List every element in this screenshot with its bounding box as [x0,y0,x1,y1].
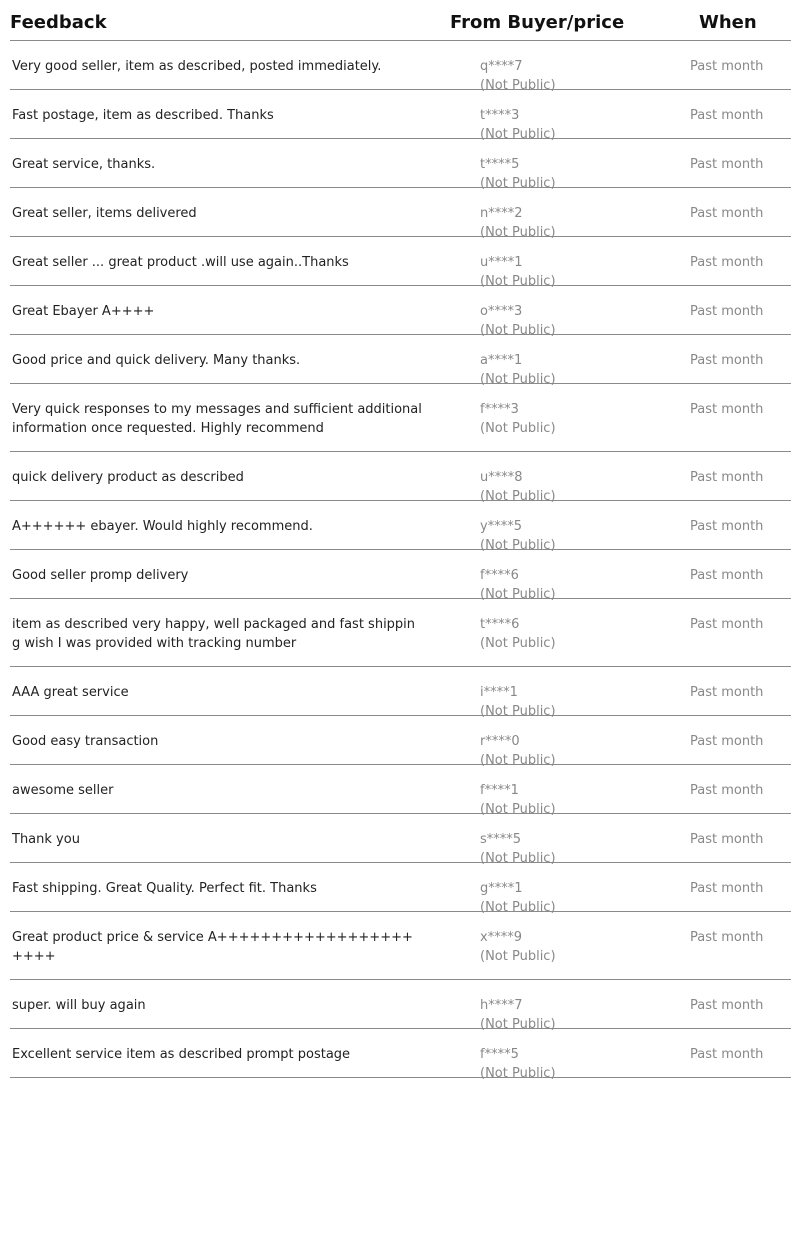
buyer-id: n****2 [480,206,523,221]
feedback-when: Past month [690,783,764,798]
feedback-text: Great service, thanks. [12,157,156,172]
feedback-when: Past month [690,617,764,632]
table-row [10,41,791,93]
feedback-text: Excellent service item as described prompt postage [12,1047,351,1062]
feedback-text: item as described very happy, well packaged and fast shipping wish I was provided with tracking number [12,617,416,651]
table-header [10,0,791,41]
feedback-text: Great product price & service A++++++++++++++++++++++ [12,930,413,964]
feedback-when: Past month [690,685,764,700]
table-row [10,90,791,142]
table-row [10,384,791,452]
feedback-text: A++++++ ebayer. Would highly recommend. [12,519,313,534]
table-row [10,765,791,817]
price-not-public: (Not Public) [480,851,556,866]
buyer-id: f****5 [480,1047,519,1062]
price-not-public: (Not Public) [480,587,556,602]
price-not-public: (Not Public) [480,127,556,142]
table-row [10,912,791,980]
feedback-when: Past month [690,881,764,896]
price-not-public: (Not Public) [480,372,556,387]
feedback-text: awesome seller [12,783,114,798]
table-row [10,550,791,602]
price-not-public: (Not Public) [480,421,556,436]
price-not-public: (Not Public) [480,538,556,553]
feedback-when: Past month [690,59,764,74]
table-row [10,335,791,387]
feedback-text: Fast shipping. Great Quality. Perfect fit. Thanks [12,881,317,896]
table-row [10,1029,791,1081]
feedback-text: Good easy transaction [12,734,159,749]
table-row [10,716,791,768]
feedback-when: Past month [690,1047,764,1062]
buyer-id: f****1 [480,783,519,798]
table-row [10,863,791,915]
feedback-text: super. will buy again [12,998,146,1013]
price-not-public: (Not Public) [480,1066,556,1081]
price-not-public: (Not Public) [480,1017,556,1032]
when-column-header: When [699,12,757,33]
table-row [10,980,791,1032]
price-not-public: (Not Public) [480,704,556,719]
buyer-id: q****7 [480,59,523,74]
feedback-when: Past month [690,930,764,945]
feedback-text: Very quick responses to my messages and sufficient additional information once requested. Highly recommend [12,402,422,436]
price-not-public: (Not Public) [480,176,556,191]
price-not-public: (Not Public) [480,323,556,338]
feedback-text: Very good seller, item as described, posted immediately. [12,59,382,74]
feedback-text: Great seller, items delivered [12,206,197,221]
price-not-public: (Not Public) [480,636,556,651]
feedback-text: Fast postage, item as described. Thanks [12,108,274,123]
feedback-when: Past month [690,353,764,368]
feedback-when: Past month [690,568,764,583]
feedback-text: Thank you [12,832,80,847]
feedback-text: AAA great service [12,685,129,700]
buyer-id: y****5 [480,519,522,534]
price-not-public: (Not Public) [480,802,556,817]
table-row [10,501,791,553]
table-row [10,286,791,338]
feedback-text: quick delivery product as described [12,470,244,485]
table-row [10,599,791,667]
price-not-public: (Not Public) [480,274,556,289]
table-row [10,139,791,191]
feedback-when: Past month [690,255,764,270]
feedback-when: Past month [690,206,764,221]
feedback-text: Great seller ... great product .will use again..Thanks [12,255,349,270]
buyer-id: i****1 [480,685,518,700]
feedback-when: Past month [690,832,764,847]
feedback-when: Past month [690,734,764,749]
feedback-text: Good seller promp delivery [12,568,189,583]
feedback-when: Past month [690,519,764,534]
buyer-id: a****1 [480,353,523,368]
buyer-id: s****5 [480,832,522,847]
feedback-when: Past month [690,157,764,172]
from-buyer-column-header: From Buyer/price [450,12,625,33]
table-row [10,814,791,866]
price-not-public: (Not Public) [480,489,556,504]
feedback-when: Past month [690,998,764,1013]
buyer-id: t****5 [480,157,520,172]
buyer-id: t****6 [480,617,520,632]
table-row [10,188,791,240]
feedback-when: Past month [690,470,764,485]
buyer-id: u****8 [480,470,523,485]
feedback-when: Past month [690,402,764,417]
table-row [10,237,791,289]
buyer-id: o****3 [480,304,523,319]
feedback-when: Past month [690,304,764,319]
buyer-id: f****3 [480,402,519,417]
price-not-public: (Not Public) [480,753,556,768]
buyer-id: x****9 [480,930,522,945]
table-row [10,667,791,719]
price-not-public: (Not Public) [480,225,556,240]
feedback-table [10,0,791,1081]
feedback-when: Past month [690,108,764,123]
feedback-column-header: Feedback [10,12,107,33]
table-row [10,452,791,504]
buyer-id: g****1 [480,881,523,896]
buyer-id: t****3 [480,108,520,123]
price-not-public: (Not Public) [480,949,556,964]
buyer-id: h****7 [480,998,523,1013]
buyer-id: r****0 [480,734,520,749]
price-not-public: (Not Public) [480,900,556,915]
price-not-public: (Not Public) [480,78,556,93]
feedback-text: Great Ebayer A++++ [12,304,155,319]
buyer-id: f****6 [480,568,519,583]
feedback-text: Good price and quick delivery. Many thanks. [12,353,301,368]
buyer-id: u****1 [480,255,523,270]
